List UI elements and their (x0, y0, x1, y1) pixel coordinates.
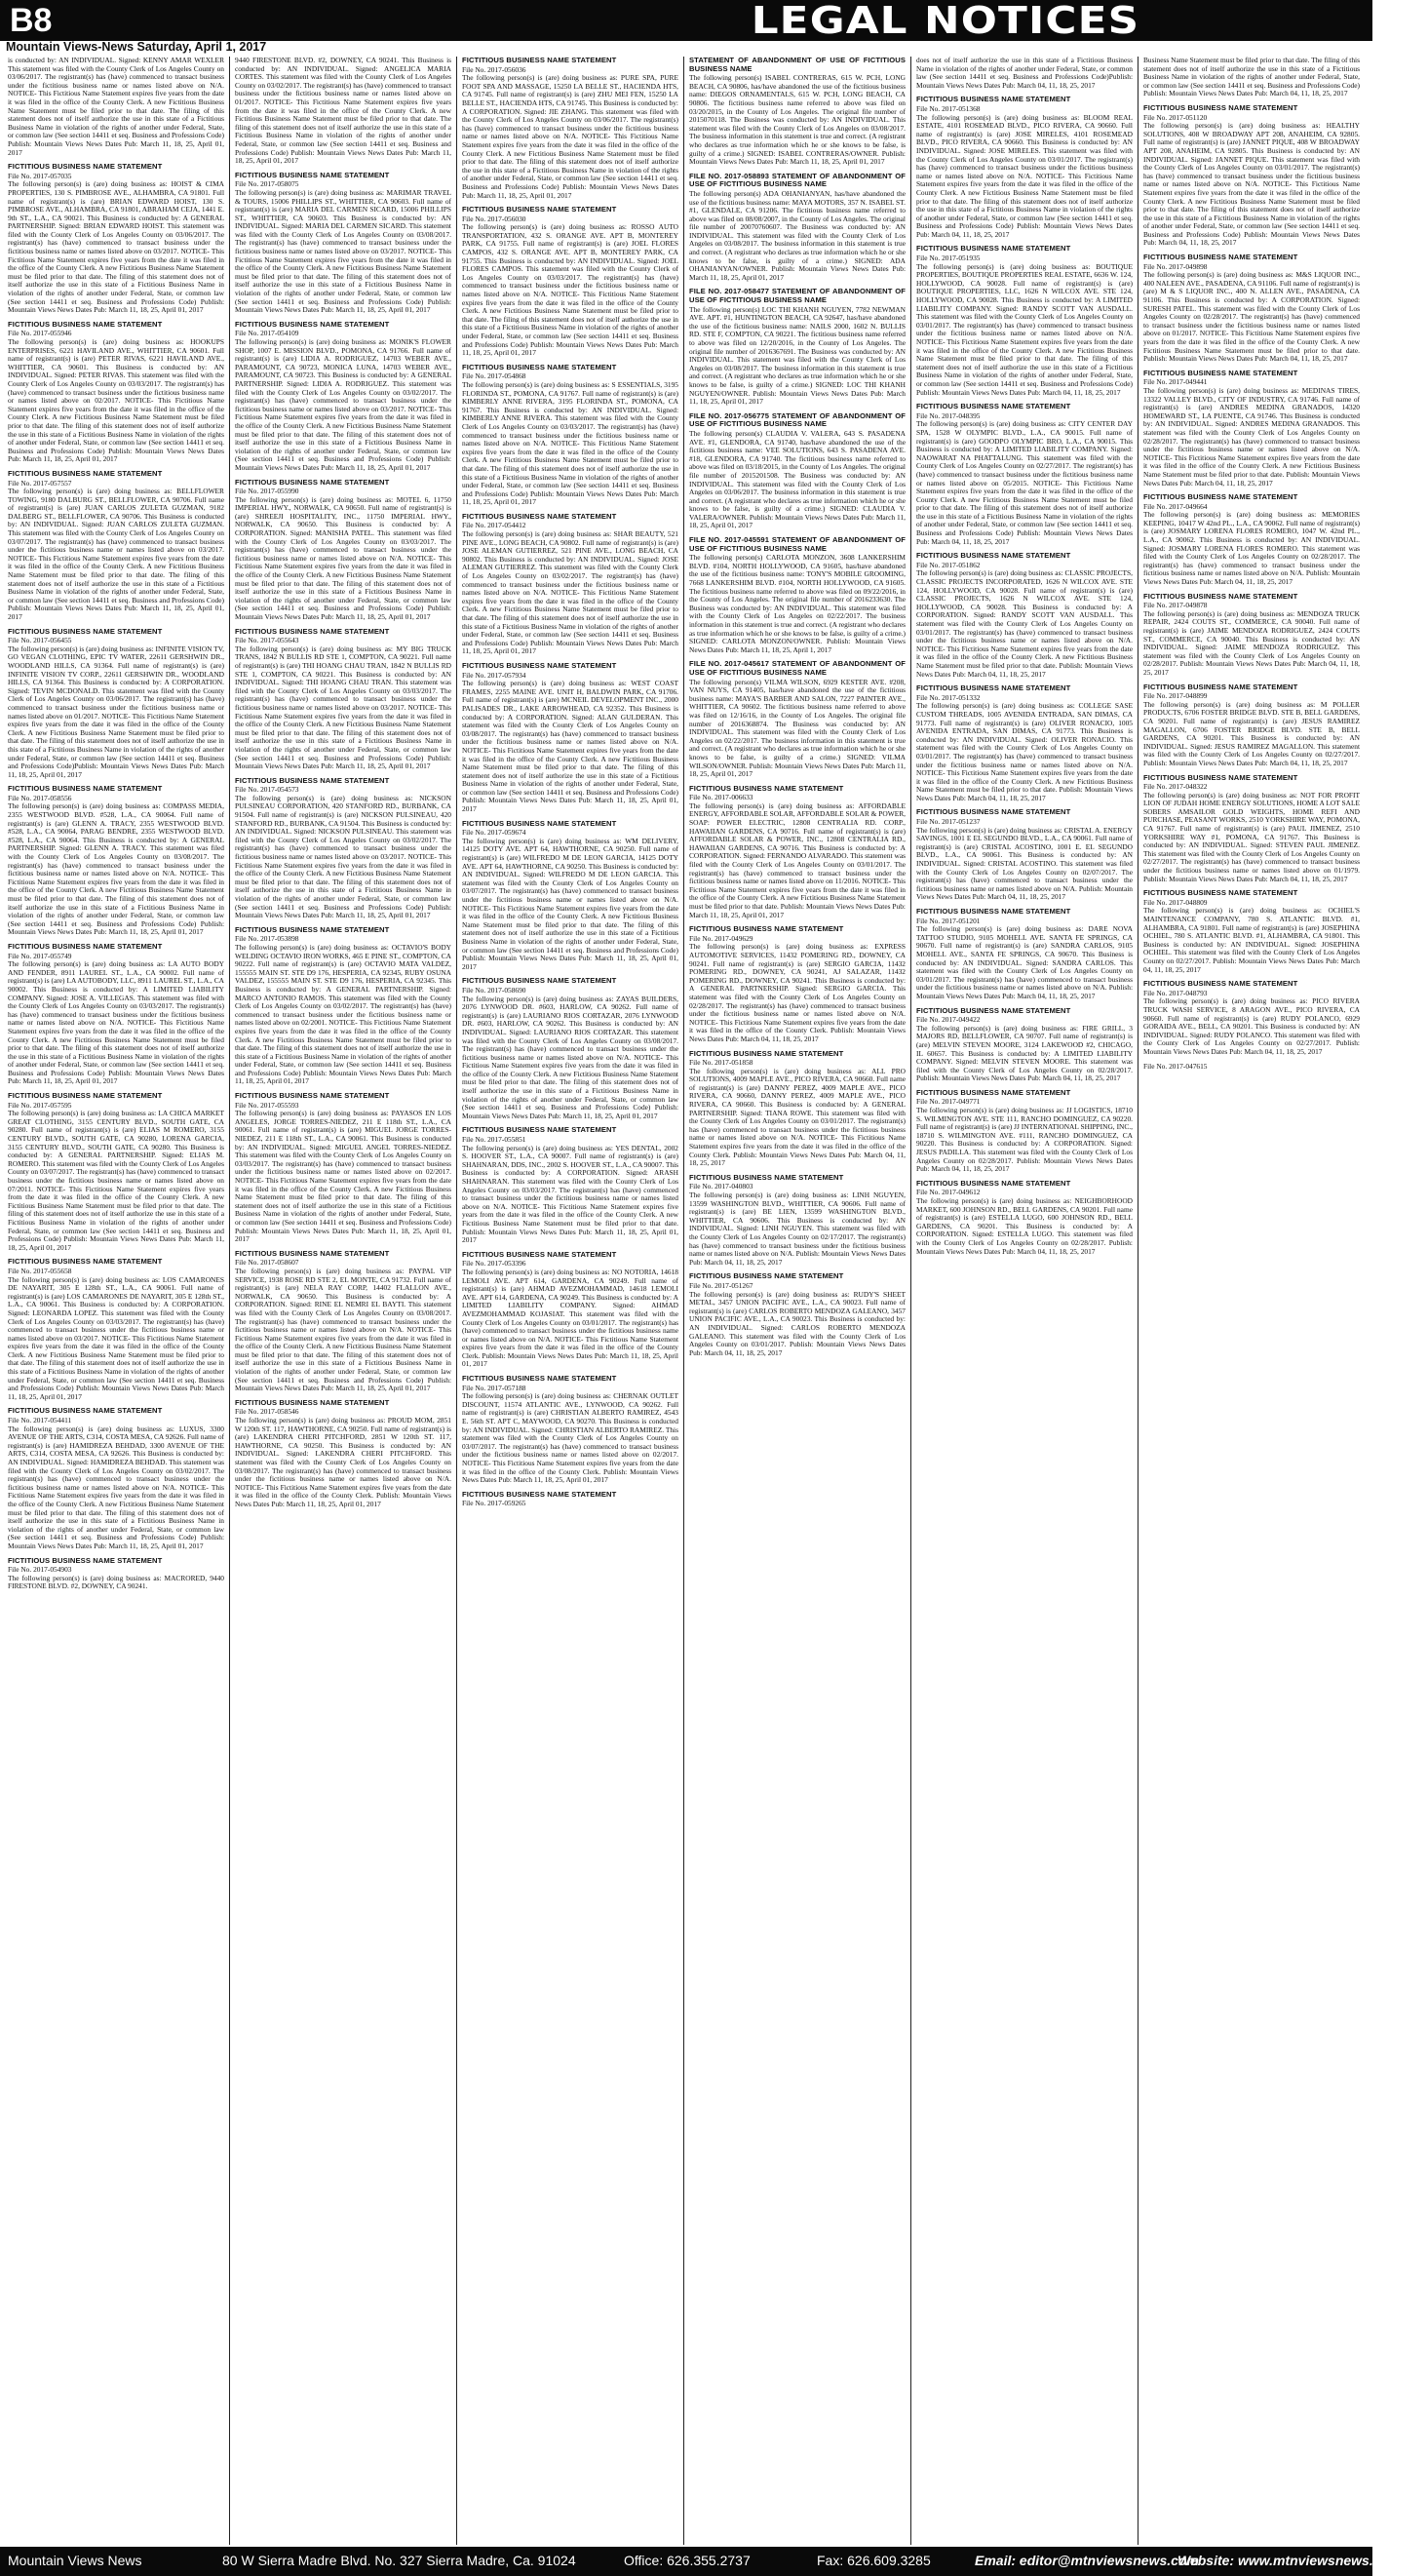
notice-title: FICTITIOUS BUSINESS NAME STATEMENT (462, 1249, 617, 1259)
column-2 (235, 57, 451, 2545)
notice-file-number: File No. 2017-058607 (235, 1258, 299, 1268)
legal-notice (8, 163, 224, 315)
notice-title: FILE NO. 2017-045591 STATEMENT OF ABANDONMENT OF USE OF FICTITIOUS BUSINESS NAME (689, 535, 906, 553)
notice-file-number: File No. 2017-057934 (462, 670, 526, 680)
page-number: B8 (10, 2, 53, 39)
legal-notice (462, 1491, 678, 1508)
legal-notice (1143, 593, 1360, 678)
notice-title: FICTITIOUS BUSINESS NAME STATEMENT (689, 1048, 844, 1058)
notice-title: FICTITIOUS BUSINESS NAME STATEMENT (235, 1091, 390, 1101)
notice-title: FICTITIOUS BUSINESS NAME STATEMENT (916, 807, 1071, 817)
footer-bar (0, 2547, 1402, 2576)
notice-body: The following person(s) is (are) doing business as: PURE SPA, PURE FOOT SPA AND MASSAGE, 15250 LA BELLE ST., HACIENDA HTS, CA 91745. Full name of registrant(s) is (are) ZHU MEI FEN, 15250 LA BELLE ST., HACIENDA HTS, CA 91745. This Business is conducted by: A CORPORATION. Signed: JIE ZHANG. This statement was filed with the County Clerk of Los Angeles County on 03/06/2017. The registrant(s) has (have) commenced to transact business under the fictitious business name or names listed above on N/A. NOTICE- This Fictitious Name Statement expires five years from the date it was filed in the office of the County Clerk. A new Fictitious Business Name Statement must be filed prior to that date. The filing of this statement does not of itself authorize the use in this state of a Fictitious Business Name in violation of the rights of another under Federal, State, or common law (See section 14411 et seq. Business and Professions Code) Publish: Mountain Views News Dates Pub: March 11, 18, 25, April 01, 2017 (462, 73, 678, 200)
notice-title: FICTITIOUS BUSINESS NAME STATEMENT (8, 1406, 163, 1416)
notice-title: STATEMENT OF ABANDONMENT OF USE OF FICTITIOUS BUSINESS NAME (689, 56, 906, 73)
notice-title: FILE NO. 2017-058477 STATEMENT OF ABANDONMENT OF USE OF FICTITIOUS BUSINESS NAME (689, 287, 906, 305)
notice-body: The following person(s) is (are) doing business as: LOS CAMARONES DE NAYARIT, 305 E 128th ST., L.A., CA 90061. Full name of registrant(s) is (are) LOS CAMARONES DE NAYARIT, 305 E 128th ST., L.A., CA 90061. This Business is conducted by: A CORPORATION. Signed: LEONARDA LOPEZ. This statement was filed with the County Clerk of Los Angeles County on 03/03/2017. The registrant(s) has (have) commenced to transact business under the fictitious business name or names listed above on 03/2017. NOTICE- This Fictitious Name Statement expires five years from the date it was filed in the office of the County Clerk. A new Fictitious Business Name Statement must be filed prior to that date. The filing of this statement does not of itself authorize the use in this state of a Fictitious Business Name in violation of the rights of another under Federal, State, or common law (See section 14411 et seq. Business and Professions Code) Publish: Mountain Views News Dates Pub: March 11, 18, 25, April 01, 2017 (8, 1274, 224, 1401)
legal-notice (689, 1272, 906, 1357)
legal-notice (1143, 683, 1360, 768)
notice-file-number: File No. 2017-059674 (462, 828, 526, 838)
notice-title: FICTITIOUS BUSINESS NAME STATEMENT (689, 783, 844, 793)
notice-body: The following person(s) is (are) doing business as: EXPRESS AUTOMOTIVE SERVICES, 11432 POMERING RD., DOWNEY, CA 90241. Full name of registrant(s) is (are) SERGIO GARCIA, 11432 POMERING RD., DOWNEY, CA 90241, AJ SALAZAR, 11432 POMERING RD., DOWNEY, CA 90241. This Business is conducted by: A GENERAL PARTNERSHIP. Signed: SERGIO GARCIA. This statement was filed with the County Clerk of Los Angeles County on 02/28/2017. The registrant(s) has (have) commenced to transact business under the fictitious business name or names listed above on N/A. NOTICE- This Fictitious Name Statement expires five years from the date it was filed in the office of the County Clerk. Publish: Mountain Views News Dates Pub: March 04, 11, 18, 25, 2017 (689, 942, 906, 1043)
legal-notice (689, 412, 906, 530)
notice-title: FICTITIOUS BUSINESS NAME STATEMENT (8, 1555, 163, 1565)
notice-file-number: File No. 2017-051120 (1143, 112, 1208, 122)
notice-title: FICTITIOUS BUSINESS NAME STATEMENT (916, 907, 1071, 916)
legal-notice (462, 1126, 678, 1244)
notice-body: The following person(s) LOC THI KHANH NGUYEN, 7782 NEWMAN AVE. APT. #1, HUNTINGTON BEACH, CA 92647, has/have abandoned the use of the fictitious business name: NAILS 2000, 1602 N. BULLIS RD. STE F, COMPTON, CA 90221. The fictitious business name referred to above was filed on 12/20/2016, in the County of Los Angeles. The original file number of 2016367691. The Business was conducted by: AN INDIVIDUAL. This statement was filed with the County Clerk of Los Angeles on 03/08/2017. The business information in this statement is true and correct. (A registrant who declares as true information which he or she knows to be false, is guilty of a crime.) SIGNED: LOC THI KHANH NGUYEN/OWNER. Publish: Mountain Views News Dates Pub: March 11, 18, 25, April 01, 2017 (689, 304, 906, 407)
footer-email[interactable]: Email: editor@mtnviewsnews.com (975, 2553, 1199, 2568)
legal-notice (462, 662, 678, 814)
notice-title: FICTITIOUS BUSINESS NAME STATEMENT (916, 683, 1071, 693)
notice-body: The following person(s) is (are) doing business as: PAYPAL VIP SERVICE, 1938 ROSE RD STE 2, EL MONTE, CA 91732. Full name of registrant(s) is (are) NELA RAY CORP, 14402 FLALLON AVE., NORWALK, CA 90650. This Business is conducted by: A CORPORATION. Signed: RINE EL NEMRI EL BAYTI. This statement was filed with the County Clerk of Los Angeles County on 03/08/2017. The registrant(s) has (have) commenced to transact business under the fictitious business name or names listed above on N/A. NOTICE- This Fictitious Name Statement expires five years from the date it was filed in the office of the County Clerk. A new Fictitious Business Name Statement must be filed prior to that date. The filing of this statement does not of itself authorize the use in this state of a Fictitious Business Name in violation of the rights of another under Federal, State, or common law (See section 14411 et seq. Business and Professions Code) Publish: Mountain Views News Dates Pub: March 11, 18, 25, April 01, 2017 (235, 1266, 451, 1393)
notice-body: The following person(s) is (are) doing business as: OCHIEL'S MAINTENANCE COMPANY, 780 S. ATLANTIC BLVD. #1, ALHAMBRA, CA 91801. Full name of registrant(s) is (are) JOSEPHINA OCHIEL, 780 S. ATLANTIC BLVD. #1, ALHAMBRA, CA 91801. This Business is conducted by: AN INDIVIDUAL. Signed: JOSEPHINA OCHIEL. This statement was filed with the County Clerk of Los Angeles County on 02/27/2017. Publish: Mountain Views News Dates Pub: March 04, 11, 18, 25, 2017 (1143, 906, 1360, 974)
notice-file-number: File No. 2017-051237 (916, 817, 981, 827)
masthead (0, 0, 1372, 55)
notice-file-number: File No. 2017-053898 (235, 934, 299, 944)
legal-notice (1143, 254, 1360, 364)
notice-file-number: File No. 2017-057595 (8, 1100, 72, 1110)
legal-notice (462, 977, 678, 1120)
notice-body: The following person(s) is (are) doing business as: M&S LIQUOR INC., 400 NALEEN AVE., PASADENA, CA 91106. Full name of registrant(s) is (are) M & S LIQUOR INC., 400 N. ALLEN AVE., PASADENA, CA 91106. This Business is conducted by: A CORPORATION. Signed: SURESH PATEL. This statement was filed with the County Clerk of Los Angeles County on 02/28/2017. The registrant(s) has (have) commenced to transact business under the fictitious business name or names listed above on 01/2017. NOTICE- This Fictitious Name Statement expires five years from the date it was filed in the office of the County Clerk. A new Fictitious Business Name Statement must be filed prior to that date. Publish: Mountain Views News Dates Pub: March 04, 11, 18, 25, 2017 (1143, 270, 1360, 364)
notice-title: FICTITIOUS BUSINESS NAME STATEMENT (235, 626, 390, 636)
notice-title: FICTITIOUS BUSINESS NAME STATEMENT (916, 1005, 1071, 1015)
notice-body: The following person(s) is (are) doing business as: PAYASOS EN LOS ANGELES, JORGE TORRES-NIEDEZ, 211 E 118th ST., L.A., CA 90061. Full name of registrant(s) is (are) MIGUEL JORGE TORRES-NIEDEZ, 211 E 118th ST., L.A., CA 90061. This Business is conducted by: AN INDIVIDUAL. Signed: MIGUEL ANGEL TORRES-NIEDEZ. This statement was filed with the County Clerk of Los Angeles County on 03/03/2017. The registrant(s) has (have) commenced to transact business under the fictitious business name or names listed above on 02/2017. NOTICE- This Fictitious Name Statement expires five years from the date it was filed in the office of the County Clerk. A new Fictitious Business Name Statement must be filed prior to that date. The filing of this statement does not of itself authorize the use in this state of a Fictitious Business Name in violation of the rights of another under Federal, State, or common law (See section 14411 et seq. Business and Professions Code) Publish: Mountain Views News Dates Pub: March 11, 18, 25, April 01, 2017 (235, 1109, 451, 1244)
notice-title: FICTITIOUS BUSINESS NAME STATEMENT (916, 1178, 1071, 1188)
notice-body: The following person(s) VILMA WILSON, 6929 KESTER AVE. #208, VAN NUYS, CA 91405, has/have abandoned the use of the fictitious business name: MAYA'S BARBER AND SALON, 7227 PAINTER AVE., WHITTIER, CA 90602. The fictitious business name referred to above was filed on 12/16/16, in the County of Los Angeles. The original file number of 2016368874. The Business was conducted by: AN INDIVIDUAL. This statement was filed with the County Clerk of Los Angeles on 02/22/2017. The business information in this statement is true and correct. (A registrant who declares as true information which he or she knows to be false, is guilty of a crime.) SIGNED: VILMA WILSON/OWNER. Publish: Mountain Views News Dates Pub: March 11, 18, 25, April 01, 2017 (689, 677, 906, 779)
notice-title: FILE NO. 2017-056775 STATEMENT OF ABANDONMENT OF USE OF FICTITIOUS BUSINESS NAME (689, 410, 906, 429)
column-rule (1138, 57, 1139, 2545)
notice-body: The following person(s) is (are) doing business as: INFINITE VISION TV, GO VEGAN CLOTHING, EPIC TV WATER, 22611 GERSHWIN DR., WOODLAND HILLS, CA 91364. Full name of registrant(s) is (are) INFINITE VISION TV CORP., 22611 GERSHWIN DR., WOODLAND HILLS, CA 91364. This Business is conducted by: A CORPORATION. Signed: TEVIN MCDONALD. This statement was filed with the County Clerk of Los Angeles County on 03/06/2017. The registrant(s) has (have) commenced to transact business under the fictitious business name or names listed above on 01/2017. NOTICE- This Fictitious Name Statement expires five years from the date it was filed in the office of the County Clerk. A new Fictitious Business Name Statement must be filed prior to that date. The filing of this statement does not of itself authorize the use in this state of a Fictitious Business Name in violation of the rights of another under Federal, State, or common law (See section 14411 et seq. Business and Professions Code)Publish: Mountain Views News Dates Pub: March 11, 18, 25, April 01, 2017 (8, 644, 224, 779)
legal-notice (235, 57, 451, 166)
notice-body: The following person(s) is (are) doing business as: BLOOM REAL ESTATE, 4101 ROSEMEAD BLVD., PICO RIVERA, CA 90660. Full name of registrant(s) is (are) JOSE MIRELES, 4101 ROSEMEAD BLVD., PICO RIVERA, CA 90660. This Business is conducted by: AN INDIVIDUAL. Signed: JOSE MIRELES. This statement was filed with the County Clerk of Los Angeles County on 03/01/2017. The registrant(s) has (have) commenced to transact business under the fictitious business name or names listed above on N/A. NOTICE- This Fictitious Name Statement expires five years from the date it was filed in the office of the County Clerk. A new Fictitious Business Name Statement must be filed prior to that date. The filing of this statement does not of itself authorize the use in this state of a Fictitious Business Name in violation of the rights of another under Federal, State, or common law (See section 14411 et seq. Business and Professions Code) Publish: Mountain Views News Dates Pub: March 04, 11, 18, 25, 2017 (916, 112, 1133, 239)
legal-notice (235, 321, 451, 473)
legal-notice (1143, 889, 1360, 974)
notice-body: The following person(s) is (are) doing business as: LUXUS, 3300 AVENUE OF THE ARTS, C314, COSTA MESA, CA 92626. Full name of registrant(s) is (are) HAMIDREZA BEHDAD, 3300 AVENUE OF THE ARTS, C314, COSTA MESA, CA 92626. This Business is conducted by: AN INDIVIDUAL. Signed: HAMIDREZA BEHDAD. This statement was filed with the County Clerk of Los Angeles County on 03/02/2017. The registrant(s) has (have) commenced to transact business under the fictitious business name or names listed above on N/A. NOTICE- This Fictitious Name Statement expires five years from the date it was filed in the office of the County Clerk. A new Fictitious Business Name Statement must be filed prior to that date. The filing of this statement does not of itself authorize the use in this state of a Fictitious Business Name in violation of the rights of another under Federal, State, or common law (See section 14411 et seq. Business and Professions Code) Publish: Mountain Views News Dates Pub: March 11, 18, 25, April 01, 2017 (8, 1424, 224, 1550)
notice-title: FILE NO. 2017-045617 STATEMENT OF ABANDONMENT OF USE OF FICTITIOUS BUSINESS NAME (689, 659, 906, 677)
notice-title: FICTITIOUS BUSINESS NAME STATEMENT (1143, 253, 1298, 262)
legal-notice (916, 908, 1133, 1001)
notice-file-number: File No. 2017-058556 (8, 793, 72, 802)
notice-body: The following person(s) is (are) doing business as: MEDINAS TIRES, 13322 VALLEY BLVD., CITY OF INDUSTRY, CA 91746. Full name of registrant(s) is (are) ANDRES MEDINA GRANADOS, 14320 HOMEWARD ST., LA PUENTE, CA 91746. This Business is conducted by: AN INDIVIDUAL. Signed: ANDRES MEDINA GRANADOS. This statement was filed with the County Clerk of Los Angeles County on 02/28/2017. The registrant(s) has (have) commenced to transact business under the fictitious business name or names listed above on N/A. NOTICE- This Fictitious Name Statement expires five years from the date it was filed in the office of the County Clerk. A new Fictitious Business Name Statement must be filed prior to that date. Publish: Mountain Views News Dates Pub: March 04, 11, 18, 25, 2017 (1143, 385, 1360, 488)
notice-title: FICTITIOUS BUSINESS NAME STATEMENT (462, 1125, 617, 1135)
notice-file-number: File No. 2017-054411 (8, 1416, 72, 1425)
notice-file-number: File No. 2017-049878 (1143, 601, 1208, 610)
notice-body: The following person(s) CARLOTA MONZON, 3608 LANKERSHIM BLVD. #104, NORTH HOLLYWOOD, CA 91605, has/have abandoned the use of the fictitious business name: TONY'S MOBILE GROOMING, 7668 LANKERSHIM BLVD. #104, NORTH HOLLYWOOD, CA 91605. The fictitious business name referred to above was filed on 09/22/2016, in the County of Los Angeles. The original file number of 2016233630. The Business was conducted by: AN INDIVIDUAL. This statement was filed with the County Clerk of Los Angeles on 02/22/2017. The business information in this statement is true and correct. (A registrant who declares as true information which he or she knows to be false, is guilty of a crime.) SIGNED: CARLOTA MONZON/OWNER. Publish: Mountain Views News Dates Pub: March 11, 18, 25, April 1, 2017 (689, 553, 906, 654)
legal-notice (916, 552, 1133, 679)
notice-body: The following person(s) is (are) doing business as: WM DELIVERY, 14125 DOTY AVE. APT 64, HAWTHORNE, CA 90250. Full name of registrant(s) is (are) WILFREDO M DE LEON GARCIA, 14125 DOTY AVE. APT 64, HAWTHORNE, CA 90250. This Business is conducted by: AN INDIVIDUAL. Signed: WILFREDO M DE LEON GARCIA. This statement was filed with the County Clerk of Los Angeles County on 03/07/2017. The registrant(s) has (have) commenced to transact business under the fictitious business name or names listed above on N/A. NOTICE- This Fictitious Name Statement expires five years from the date it was filed in the office of the County Clerk. A new Fictitious Business Name Statement must be filed prior to that date. The filing of this statement does not of itself authorize the use in this state of a Fictitious Business Name in violation of the rights of another under Federal, State, or common law (See section 14411 et seq. Business and Professions Code) Publish: Mountain Views News Dates Pub: March 11, 18, 25, April 01, 2017 (462, 836, 678, 971)
notice-file-number: File No. 2017-051201 (916, 916, 981, 925)
legal-notice (1143, 57, 1360, 98)
notice-file-number: File No. 2017-006633 (689, 793, 753, 802)
notice-body: 9440 FIRESTONE BLVD. #2, DOWNEY, CA 90241. This Business is conducted by: AN INDIVIDUAL. Signed: ANGELICA MARIA CORTES. This statement was filed with the County Clerk of Los Angeles County on 03/02/2017. The registrant(s) has (have) commenced to transact business under the fictitious business name or names listed above on 01/2017. NOTICE- This Fictitious Name Statement expires five years from the date it was filed in the office of the County Clerk. A new Fictitious Business Name Statement must be filed prior to that date. The filing of this statement does not of itself authorize the use in this state of a Fictitious Business Name in violation of the rights of another under Federal, State, or common law (See section 14411 et seq. Business and Professions Code) Publish: Mountain Views News Dates Pub: March 11, 18, 25, April 01, 2017 (235, 56, 451, 166)
notice-title: FICTITIOUS BUSINESS NAME STATEMENT (916, 244, 1071, 254)
legal-notice (689, 925, 906, 1043)
notice-body: The following person(s) is (are) doing business as: RUDY'S SHEET METAL, 3457 UNION PACIFIC AVE., L.A., CA 90023. Full name of registrant(s) is (are) CARLOS ROBERTO MENDOZA GALEANO, 3457 UNION PACIFIC AVE., L.A., CA 90023. This Business is conducted by: AN INDIVIDUAL. Signed: CARLOS ROBERTO MENDOZA GALEANO. This statement was filed with the County Clerk of Los Angeles County on 03/01/2017. Publish: Mountain Views News Dates Pub: March 04, 11, 18, 25, 2017 (689, 1289, 906, 1357)
notice-body: Business Name Statement must be filed prior to that date. The filing of this statement does not of itself authorize the use in this state of a Fictitious Business Name in violation of the rights of another under Federal, State, or common law (See section 14411 et seq. Business and Professions Code) Publish: Mountain Views News Dates Pub: March 04, 11, 18, 25, 2017 (1143, 56, 1360, 98)
notice-file-number: File No. 2017-047615 (1143, 1061, 1208, 1071)
notice-file-number: File No. 2017-055593 (235, 1100, 299, 1110)
legal-notice (462, 364, 678, 507)
notice-title: FICTITIOUS BUSINESS NAME STATEMENT (8, 1091, 163, 1101)
notice-title: FICTITIOUS BUSINESS NAME STATEMENT (462, 511, 617, 521)
legal-notice (689, 288, 906, 406)
column-6 (1143, 57, 1360, 2545)
notice-file-number: File No. 2017-056036 (462, 64, 526, 74)
notice-body: The following person(s) is (are) doing business as: LA CHICA MARKET GREAT CLOTHING, 3155 CENTURY BLVD., SOUTH GATE, CA 90280. Full name of registrant(s) is (are) ELIAS M ROMERO, 3155 CENTURY BLVD., SOUTH GATE, CA 90280, LORENA GARCIA, 3155 CENTURY BLVD., SOUTH GATE, CA 90280. This Business is conducted by: A GENERAL PARTNERSHIP. Signed: ELIAS M. ROMERO. This statement was filed with the County Clerk of Los Angeles County on 03/07/2017. The registrant(s) has (have) commenced to transact business under the fictitious business name or names listed above on 07/2011. NOTICE- This Fictitious Name Statement expires five years from the date it was filed in the office of the County Clerk. A new Fictitious Business Name Statement must be filed prior to that date. The filing of this statement does not of itself authorize the use in this state of a Fictitious Business Name in violation of the rights of another under Federal, State, or common law (See section 14411 et seq. Business and Professions Code) Publish: Mountain Views News Dates Pub: March 11, 18, 25, April 01, 2017 (8, 1109, 224, 1252)
notice-file-number: File No. 2017-058075 (235, 179, 299, 189)
notice-title: FICTITIOUS BUSINESS NAME STATEMENT (1143, 888, 1298, 898)
legal-notice (8, 1557, 224, 1591)
legal-notice (1143, 980, 1360, 1056)
notice-title: FICTITIOUS BUSINESS NAME STATEMENT (462, 660, 617, 670)
notice-title: FICTITIOUS BUSINESS NAME STATEMENT (8, 1257, 163, 1267)
notice-title: FICTITIOUS BUSINESS NAME STATEMENT (235, 775, 390, 785)
legal-notice (235, 926, 451, 1086)
notice-body: The following person(s) is (are) doing business as: S ESSENTIALS, 3195 FLORINDA ST., POMONA, CA 91767. Full name of registrant(s) is (are) KIMBERLY ANNE RIVERA, 3195 FLORINDA ST., POMONA, CA 91767. This Business is conducted by: AN INDIVIDUAL. Signed: KIMBERLY ANNE RIVERA. This statement was filed with the County Clerk of Los Angeles County on 03/03/2017. The registrant(s) has (have) commenced to transact business under the fictitious business name or names listed above on N/A. NOTICE- This Fictitious Name Statement expires five years from the date it was filed in the office of the County Clerk. A new Fictitious Business Name Statement must be filed prior to that date. The filing of this statement does not of itself authorize the use in this state of a Fictitious Business Name in violation of the rights of another under Federal, State, or common law (See section 14411 et seq. Business and Professions Code) Publish: Mountain Views News Dates Pub: March 11, 18, 25, April 01, 2017 (462, 379, 678, 507)
notice-title: FILE NO. 2017-058893 STATEMENT OF ABANDONMENT OF USE OF FICTITIOUS BUSINESS NAME (689, 171, 906, 189)
legal-notice (689, 1050, 906, 1168)
notice-title: FICTITIOUS BUSINESS NAME STATEMENT (8, 162, 163, 172)
notice-file-number: File No. 2017-055990 (235, 487, 299, 496)
legal-notice (8, 943, 224, 1086)
notice-title: FICTITIOUS BUSINESS NAME STATEMENT (235, 319, 390, 329)
legal-notice (8, 628, 224, 780)
legal-notice (916, 1007, 1133, 1083)
notice-title: FICTITIOUS BUSINESS NAME STATEMENT (235, 1397, 390, 1407)
notice-file-number: File No. 2017-055851 (462, 1135, 526, 1145)
notice-title: FICTITIOUS BUSINESS NAME STATEMENT (916, 1087, 1071, 1097)
notice-body: The following person(s) is (are) doing business as: SHAR BEAUTY, 521 PINE AVE., LONG BEACH, CA 90802. Full name of registrant(s) is (are) JOSE ALEMAN GUTIERREZ, 521 PINE AVE., LONG BEACH, CA 90802. This Business is conducted by: AN INDIVIDUAL. Signed: JOSE ALEMAN GUTIERREZ. This statement was filed with the County Clerk of Los Angeles County on 03/02/2017. The registrant(s) has (have) commenced to transact business under the fictitious business name or names listed above on N/A. NOTICE- This Fictitious Name Statement expires five years from the date it was filed in the office of the County Clerk. A new Fictitious Business Name Statement must be filed prior to that date. The filing of this statement does not of itself authorize the use in this state of a Fictitious Business Name in violation of the rights of another under Federal, State, or common law (See section 14411 et seq. Business and Professions Code) Publish: Mountain Views News Dates Pub: March 11, 18, 25, April 01, 2017 (462, 529, 678, 656)
legal-notice (916, 1089, 1133, 1174)
notice-body: The following person(s) is (are) doing business as: CHERNAK OUTLET DISCOUNT, 11574 ATLANTIC AVE., LYNWOOD, CA 90262. Full name of registrant(s) is (are) CHRISTIAN ALBERTO RAMIREZ, 4543 E. 56th ST. APT C, MAYWOOD, CA 90270. This Business is conducted by: AN INDIVIDUAL. Signed: CHRISTIAN ALBERTO RAMIREZ. This statement was filed with the County Clerk of Los Angeles County on 03/07/2017. The registrant(s) has (have) commenced to transact business under the fictitious business name or names listed above on 02/2017. NOTICE- This Fictitious Name Statement expires five years from the date it was filed in the office of the County Clerk. Publish: Mountain Views News Dates Pub: March 11, 18, 25, April 01, 2017 (462, 1391, 678, 1485)
notice-title: FICTITIOUS BUSINESS NAME STATEMENT (1143, 979, 1298, 989)
footer-publication: Mountain Views News (8, 2553, 142, 2568)
notice-title: FICTITIOUS BUSINESS NAME STATEMENT (689, 1271, 844, 1281)
column-rule (910, 57, 911, 2545)
notice-body: The following person(s) is (are) doing business as: NICKSON PULSINEAU CORPORATION, 420 STANFORD RD., BURBANK, CA 91504. Full name of registrant(s) is (are) NICKSON PULSINEAU, 420 STANFORD RD., BURBANK, CA 91504. This Business is conducted by: AN INDIVIDUAL. Signed: NICKSON PULSINEAU. This statement was filed with the County Clerk of Los Angeles County on 03/02/2017. The registrant(s) has (have) commenced to transact business under the fictitious business name or names listed above on 03/2017. NOTICE- This Fictitious Name Statement expires five years from the date it was filed in the office of the County Clerk. A new Fictitious Business Name Statement must be filed prior to that date. The filing of this statement does not of itself authorize the use in this state of a Fictitious Business Name in violation of the rights of another under Federal, State, or common law (See section 14411 et seq. Business and Professions Code) Publish: Mountain Views News Dates Pub: March 11, 18, 25, April 01, 2017 (235, 793, 451, 920)
legal-notice (8, 1258, 224, 1401)
footer-address: 80 W Sierra Madre Blvd. No. 327 Sierra Madre, Ca. 91024 (222, 2553, 576, 2568)
footer-website[interactable]: Website: www.mtnviewsnews.com (1177, 2553, 1402, 2568)
footer-office-phone: Office: 626.355.2737 (624, 2553, 751, 2568)
notice-file-number: File No. 2017-051368 (916, 103, 981, 113)
legal-notice (916, 245, 1133, 397)
notice-title: FICTITIOUS BUSINESS NAME STATEMENT (1143, 102, 1298, 112)
notice-title: FICTITIOUS BUSINESS NAME STATEMENT (235, 924, 390, 934)
legal-notice (8, 321, 224, 464)
notice-title: FICTITIOUS BUSINESS NAME STATEMENT (235, 1248, 390, 1258)
legal-notice (1143, 774, 1360, 884)
notice-title: FICTITIOUS BUSINESS NAME STATEMENT (462, 976, 617, 986)
legal-notice (916, 1180, 1133, 1256)
notice-body: The following person(s) ISABEL CONTRERAS, 615 W. PCH, LONG BEACH, CA 90806, has/have abandoned the use of the fictitious business name: DIEGOS ORNAMENTALS, 615 W. PCH, LONG BEACH, CA 90806. The fictitious business name referred to above was filed on 03/20/2015, in the County of Los Angeles. The original file number of 2015070118. The Business was conducted by: AN INDIVIDUAL. This statement was filed with the County Clerk of Los Angeles on 03/08/2017. The business information in this statement is true and correct. (A registrant who declares as true information which he or she knows to be false, is guilty of a crime.) SIGNED: ISABEL CONTRERAS/OWNER. Publish: Mountain Views News Dates Pub: March 11, 18, 25, April 01, 2017 (689, 73, 906, 167)
notice-file-number: File No. 2017-055749 (8, 951, 72, 960)
notice-title: FICTITIOUS BUSINESS NAME STATEMENT (8, 941, 163, 951)
notice-body: The following person(s) is (are) doing business as: ROSSO AUTO TRANSPORTATION, 432 S. ORANGE AVE. APT B, MONTEREY PARK, CA 91755. Full name of registrant(s) is (are) JOEL FLORES CAMPOS, 432 S. ORANGE AVE. APT B, MONTEREY PARK, CA 91755. This Business is conducted by: AN INDIVIDUAL. Signed: JOEL FLORES CAMPOS. This statement was filed with the County Clerk of Los Angeles County on 03/03/2017. The registrant(s) has (have) commenced to transact business under the fictitious business name or names listed above on N/A. NOTICE- This Fictitious Name Statement expires five years from the date it was filed in the office of the County Clerk. A new Fictitious Business Name Statement must be filed prior to that date. The filing of this statement does not of itself authorize the use in this state of a Fictitious Business Name in violation of the rights of another under Federal, State, or common law (See section 14411 et seq. Business and Professions Code) Publish: Mountain Views News Dates Pub: March 11, 18, 25, April 01, 2017 (462, 222, 678, 358)
notice-title: FICTITIOUS BUSINESS NAME STATEMENT (916, 95, 1071, 104)
notice-file-number: File No. 2017-054573 (235, 785, 299, 795)
notice-body: The following person(s) is (are) doing business as: CRISTAL A. ENERGY SAVINGS, 1001 E EL SEGUNDO BLVD., L.A., CA 90061. Full name of registrant(s) is (are) CRISTAL ACOSTINO, 1001 E. EL SEGUNDO BLVD., L.A., CA 90061. This Business is conducted by: AN INDIVIDUAL. Signed: CRISTAL ACOSTINO. This statement was filed with the County Clerk of Los Angeles County on 02/07/2017. The registrant(s) has (have) commenced to transact business under the fictitious business name or names listed above on N/A. Publish: Mountain Views News Dates Pub: March 04, 11, 18, 25, 2017 (916, 825, 1133, 902)
notice-file-number: File No. 2017-055658 (8, 1266, 72, 1275)
notice-body: The following person(s) is (are) doing business as: HOOKUPS ENTERPRISES, 6221 HAVILAND AVE., WHITTIER, CA 90601. Full name of registrant(s) is (are) PETER RIVAS, 6221 HAVILAND AVE., WHITTIER, CA 90601. This Business is conducted by: AN INDIVIDUAL. Signed: PETER RIVAS. This statement was filed with the County Clerk of Los Angeles County on 03/03/2017. The registrant(s) has (have) commenced to transact business under the fictitious business name or names listed above on 02/2017. NOTICE- This Fictitious Name Statement expires five years from the date it was filed in the office of the County Clerk. A new Fictitious Business Name Statement must be filed prior to that date. The filing of this statement does not of itself authorize the use in this state of a Fictitious Business Name in violation of the rights of another under Federal, State, or common law (See section 14411 et seq. Business and Professions Code) Publish: Mountain Views News Dates Pub: March 11, 18, 25, April 01, 2017 (8, 337, 224, 464)
notice-columns (8, 57, 1365, 2545)
legal-notice (8, 1407, 224, 1550)
notice-body: The following person(s) is (are) doing business as: WEST COAST FRAMES, 2255 MAINE AVE. UNIT H, BALDWIN PARK, CA 91706. Full name of registrant(s) is (are) MCNEIL DEVELOPMENT INC., 2000 PALISADES DR., LAKE ARROWHEAD, CA 92352. This Business is conducted by: A CORPORATION. Signed: ALAN GULDERAN. This statement was filed with the County Clerk of Los Angeles County on 03/08/2017. The registrant(s) has (have) commenced to transact business under the fictitious business name or names listed above on N/A. NOTICE- This Fictitious Name Statement expires five years from the date it was filed in the office of the County Clerk. A new Fictitious Business Name Statement must be filed prior to that date. The filing of this statement does not of itself authorize the use in this state of a Fictitious Business Name in violation of the rights of another under Federal, State, or common law (See section 14411 et seq. Business and Professions Code) Publish: Mountain Views News Dates Pub: March 11, 18, 25, April 01, 2017 (462, 679, 678, 814)
notice-title: FICTITIOUS BUSINESS NAME STATEMENT (1143, 368, 1298, 377)
legal-notice (1143, 493, 1360, 587)
notice-body: The following person(s) is (are) doing business as: MY BIG TRUCK TRANS, 1842 N BULLIS RD STE 1, COMPTON, CA 90221. Full name of registrant(s) is (are) THI HOANG CHAU TRAN, 1842 N BULLIS RD STE 1, COMPTON, CA 90221. This Business is conducted by: AN INDIVIDUAL. Signed: THI HOANG CHAU TRAN. This statement was filed with the County Clerk of Los Angeles County on 03/03/2017. The registrant(s) has (have) commenced to transact business under the fictitious business name or names listed above on 03/2017. NOTICE- This Fictitious Name Statement expires five years from the date it was filed in the office of the County Clerk. A new Fictitious Business Name Statement must be filed prior to that date. The filing of this statement does not of itself authorize the use in this state of a Fictitious Business Name in violation of the rights of another under Federal, State, or common law (See section 14411 et seq. Business and Professions Code) Publish: Mountain Views News Dates Pub: March 11, 18, 25, April 01, 2017 (235, 644, 451, 771)
notice-file-number: File No. 2017-049422 (916, 1015, 981, 1025)
notice-body: The following person(s) is (are) doing business as: BELLFLOWER TOWING, 9180 DALBURG ST., BELLFLOWER, CA 90706. Full name of registrant(s) is (are) JUAN CARLOS ZULETA GUZMAN, 9182 DALBERG ST., BELLFLOWER, CA 90706. This Business is conducted by: AN INDIVIDUAL. Signed: JUAN CARLOS ZULETA GUZMAN. This statement was filed with the County Clerk of Los Angeles County on 03/07/2017. The registrant(s) has (have) commenced to transact business under the fictitious business name or names listed above on 03/2017. NOTICE- This Fictitious Name Statement expires five years from the date it was filed in the office of the County Clerk. A new Fictitious Business Name Statement must be filed prior to that date. The filing of this statement does not of itself authorize the use in this state of a Fictitious Business Name in violation of the rights of another under Federal, State, or common law (See section 14411 et seq. Business and Professions Code) Publish: Mountain Views News Dates Pub: March 11, 18, 25, April 01, 2017 (8, 487, 224, 621)
notice-file-number: File No. 2017-051332 (916, 692, 981, 702)
notice-file-number: File No. 2017-057188 (462, 1383, 526, 1392)
notice-body: The following person(s) is (are) doing business as: MONIK'S FLOWER SHOP, 1007 E. MISSION BLVD., POMONA, CA 91766. Full name of registrant(s) is (are) LIDIA A. RODRIGUEZ, 14703 WEBER AVE., PARAMOUNT, CA 90723, MONICA LUNA, 14703 WEBER AVE., PARAMOUNT, CA 90723. This Business is conducted by: A GENERAL PARTNERSHIP. Signed: LIDIA A. RODRIGUEZ. This statement was filed with the County Clerk of Los Angeles County on 03/02/2017. The registrant(s) has (have) commenced to transact business under the fictitious business name or names listed above on 03/2017. NOTICE- This Fictitious Name Statement expires five years from the date it was filed in the office of the County Clerk. A new Fictitious Business Name Statement must be filed prior to that date. The filing of this statement does not of itself authorize the use in this state of a Fictitious Business Name in violation of the rights of another under Federal, State, or common law (See section 14411 et seq. Business and Professions Code) Publish: Mountain Views News Dates Pub: March 11, 18, 25, April 01, 2017 (235, 337, 451, 472)
notice-file-number: File No. 2017-048809 (1143, 897, 1208, 907)
notice-body: The following person(s) is (are) doing business as: MARIMAR TRAVEL & TOURS, 15006 PHILLIPS ST., WHITTIER, CA 90603. Full name of registrant(s) is (are) MARIA DEL CARMEN SICARD, 15006 PHILLIPS ST., WHITTIER, CA 90603. This Business is conducted by: AN INDIVIDUAL. Signed: MARIA DEL CARMEN SICARD. This statement was filed with the County Clerk of Los Angeles County on 03/08/2017. The registrant(s) has (have) commenced to transact business under the fictitious business name or names listed above on 03/2017. NOTICE- This Fictitious Name Statement expires five years from the date it was filed in the office of the County Clerk. A new Fictitious Business Name Statement must be filed prior to that date. The filing of this statement does not of itself authorize the use in this state of a Fictitious Business Name in violation of the rights of another under Federal, State, or common law (See section 14411 et seq. Business and Professions Code) Publish: Mountain Views News Dates Pub: March 11, 18, 25, April 01, 2017 (235, 187, 451, 315)
notice-file-number: File No. 2017-048793 (1143, 988, 1208, 997)
notice-body: The following person(s) is (are) doing business as: HEALTHY SOLUTIONS, 408 W BROADWAY APT 208, ANAHEIM, CA 92805. Full name of registrant(s) is (are) JANNET PIQUE, 408 W BROADWAY APT 208, ANAHEIM, CA 92805. This Business is conducted by: AN INDIVIDUAL. Signed: JANNET PIQUE. This statement was filed with the County Clerk of Los Angeles County on 03/01/2017. The registrant(s) has (have) commenced to transact business under the fictitious business name or names listed above on N/A. NOTICE- This Fictitious Name Statement expires five years from the date it was filed in the office of the County Clerk. A new Fictitious Business Name Statement must be filed prior to that date. The filing of this statement does not of itself authorize the use in this state of a Fictitious Business Name in violation of the rights of another under Federal, State, or common law (See section 14411 et seq. Business and Professions Code) Publish: Mountain Views News Dates Pub: March 04, 11, 18, 25, 2017 (1143, 121, 1360, 248)
notice-file-number: File No. 2017-058546 (235, 1407, 299, 1417)
notice-file-number: File No. 2017-058690 (462, 985, 526, 995)
legal-notice (462, 1251, 678, 1369)
legal-notice (916, 57, 1133, 90)
notice-file-number: File No. 2017-051862 (916, 560, 981, 569)
column-4 (689, 57, 906, 2545)
legal-notice (916, 403, 1133, 546)
legal-notice (462, 513, 678, 656)
legal-notice (8, 785, 224, 937)
legal-notice (689, 536, 906, 654)
notice-body: The following person(s) is (are) doing business as: ALL PRO SOLUTIONS, 4009 MAPLE AVE., PICO RIVERA, CA 90660. Full name of registrant(s) is (are) DANNY PEREZ, 4009 MAPLE AVE., PICO RIVERA, CA 90660, DANNY PEREZ, 4009 MAPLE AVE., PICO RIVERA, CA 90660. This Business is conducted by: A GENERAL PARTNERSHIP. Signed: TIANA ROWE. This statement was filed with the County Clerk of Los Angeles County on 03/01/2017. The registrant(s) has (have) commenced to transact business under the fictitious business name or names listed above on N/A. NOTICE- This Fictitious Name Statement expires five years from the date it was filed in the office of the County Clerk. Publish: Mountain Views News Dates Pub: March 04, 11, 18, 25, 2017 (689, 1066, 906, 1168)
notice-body: The following person(s) is (are) doing business as: LA AUTO BODY AND FENDER, 8911 LAUREL ST., L.A., CA 90002. Full name of registrant(s) is (are) LA AUTOBODY, LLC, 8911 LAUREL ST., L.A., CA 90002. This Business is conducted by: A LIMITED LIABILITY COMPANY. Signed: JOSE A. VILLEGAS. This statement was filed with the County Clerk of Los Angeles County on 03/03/2017. The registrant(s) has (have) commenced to transact business under the fictitious business name or names listed above on N/A. NOTICE- This Fictitious Name Statement expires five years from the date it was filed in the office of the County Clerk. A new Fictitious Business Name Statement must be filed prior to that date. The filing of this statement does not of itself authorize the use in this state of a Fictitious Business Name in violation of the rights of another under Federal, State, or common law (See section 14411 et seq. Business and Professions Code) Publish: Mountain Views News Dates Pub: March 11, 18, 25, April 01, 2017 (8, 959, 224, 1086)
notice-body: The following person(s) is (are) doing business as: MOTEL 6, 11750 IMPERIAL HWY., NORWALK, CA 90650. Full name of registrant(s) is (are) SHREEJI HOSPITALITY, INC., 11750 IMPERIAL HWY., NORWALK, CA 90650. This Business is conducted by: A CORPORATION. Signed: MANISHA PATEL. This statement was filed with the County Clerk of Los Angeles County on 03/03/2017. The registrant(s) has (have) commenced to transact business under the fictitious business name or names listed above on N/A. NOTICE- This Fictitious Name Statement expires five years from the date it was filed in the office of the County Clerk. A new Fictitious Business Name Statement must be filed prior to that date. The filing of this statement does not of itself authorize the use in this state of a Fictitious Business Name in violation of the rights of another under Federal, State, or common law (See section 14411 et seq. Business and Professions Code) Publish: Mountain Views News Dates Pub: March 11, 18, 25, April 01, 2017 (235, 494, 451, 621)
notice-title: FICTITIOUS BUSINESS NAME STATEMENT (235, 170, 390, 179)
column-rule (456, 57, 457, 2545)
legal-notice (462, 1375, 678, 1485)
notice-file-number: File No. 2017-049771 (916, 1097, 981, 1107)
notice-title: FICTITIOUS BUSINESS NAME STATEMENT (916, 551, 1071, 561)
legal-notice (462, 206, 678, 358)
notice-file-number: File No. 2017-048395 (916, 410, 981, 420)
notice-file-number: File No. 2017-049629 (689, 933, 753, 943)
legal-notice (462, 820, 678, 972)
notice-body: The following person(s) is (are) doing business as: JJ LOGISTICS, 18710 S. WILMINGTON AVE. STE 111, RANCHO DOMINGUEZ, CA 90220. Full name of registrant(s) is (are) JJ INTERNATIONAL SHIPPING, INC., 18710 S. WILMINGTON AVE. #111, RANCHO DOMINGUEZ, CA 90220. This Business is conducted by: A CORPORATION. Signed: JESUS PADILLA. This statement was filed with the County Clerk of Los Angeles County on 02/28/2017. Publish: Mountain Views News Dates Pub: March 04, 11, 18, 25, 2017 (916, 1106, 1133, 1174)
notice-file-number: File No. 2017-055946 (8, 329, 72, 338)
notice-title: FICTITIOUS BUSINESS NAME STATEMENT (462, 1489, 617, 1499)
column-rule (229, 57, 230, 2545)
legal-notice (689, 785, 906, 920)
notice-title: FICTITIOUS BUSINESS NAME STATEMENT (8, 784, 163, 794)
notice-file-number: File No. 2017-048322 (1143, 782, 1208, 792)
legal-notice (235, 1092, 451, 1244)
legal-notice (8, 1092, 224, 1252)
notice-title: FICTITIOUS BUSINESS NAME STATEMENT (8, 626, 163, 636)
notice-file-number: File No. 2017-054868 (462, 371, 526, 381)
notice-body: The following person(s) is (are) doing business as: CLASSIC PROJECTS, CLASSIC PROJECTS INCORPORATED, 1626 N WILCOX AVE. STE 124, HOLLYWOOD, CA 90028. Full name of registrant(s) is (are) CLASSIC PROJECTS, 1626 N WILCOX AVE. STE 124, HOLLYWOOD, CA 90028. This Business is conducted by: A CORPORATION. Signed: RANDY SCOTT VAN AUSDALL. This statement was filed with the County Clerk of Los Angeles County on 03/01/2017. The registrant(s) has (have) commenced to transact business under the fictitious business name or names listed above on N/A. NOTICE- This Fictitious Name Statement expires five years from the date it was filed in the office of the County Clerk. A new Fictitious Business Name Statement must be filed prior to that date. Publish: Mountain Views News Dates Pub: March 04, 11, 18, 25, 2017 (916, 568, 1133, 679)
notice-file-number: File No. 2017-048899 (1143, 691, 1208, 701)
legal-notice (916, 684, 1133, 802)
notice-body: The following person(s) ADA OHANIANYAN, has/have abandoned the use of the fictitious business name: MAYA MOTORS, 357 N. ISABEL ST. #1, GLENDALE, CA 91206. The fictitious business name referred to above was filed on 08/08/2007, in the County of Los Angeles. The original file number of 20070760607. The Business was conducted by: AN INDIVIDUAL. This statement was filed with the County Clerk of Los Angeles on 03/08/2017. The business information in this statement is true and correct. (A registrant who declares as true information which he or she knows to be false, is guilty of a crime.) SIGNED: ADA OHANIANYAN/OWNER. Publish: Mountain Views News Dates Pub: March 11, 18, 25, April 01, 2017 (689, 188, 906, 282)
notice-title: FICTITIOUS BUSINESS NAME STATEMENT (462, 205, 617, 215)
notice-file-number: File No. 2017-040803 (689, 1182, 753, 1191)
legal-notice (1143, 104, 1360, 248)
legal-notice (916, 96, 1133, 239)
notice-body: The following person(s) is (are) doing business as: HOIST & CIMA PROPERTIES, 130 S. PIMBROSE AVE., ALHAMBRA, CA 91801. Full name of registrant(s) is (are) BRIAN EDWARD HOIST, 130 S. PIMBROSE AVE., ALHAMBRA, CA 91801, ABRAHAM CEJA, 1441 E. 9th ST., L.A., CA 90021. This Business is conducted by: A GENERAL PARTNERSHIP. Signed: BRIAN EDWARD HOIST. This statement was filed with the County Clerk of Los Angeles County on 03/06/2017. The registrant(s) has (have) commenced to transact business under the fictitious business name or names listed above on 03/2017. NOTICE- This Fictitious Name Statement expires five years from the date it was filed in the office of the County Clerk. A new Fictitious Business Name Statement must be filed prior to that date. The filing of this statement does not of itself authorize the use in this state of a Fictitious Business Name in violation of the rights of another under Federal, State, or common law (See section 14411 et seq. Business and Professions Code) Publish: Mountain Views News Dates Pub: March 11, 18, 25, April 01, 2017 (8, 179, 224, 315)
notice-body: The following person(s) is (are) doing business as: NOT FOR PROFIT LION OF JUDAH HOME ENERGY SOLUTIONS, HOME A LOT SALE SOBERS AMSAILOR GOLD WEIGHTS, HOME REFI AND PURCHASE, PEASANT WORKS, 2510 YORKSHIRE WAY, POMONA, CA 91767. Full name of registrant(s) is (are) PAUL JIMENEZ, 2510 YORKSHIRE WAY #1, POMONA, CA 91767. This Business is conducted by: AN INDIVIDUAL. Signed: STEVEN PAUL JIMENEZ. This statement was filed with the County Clerk of Los Angeles County on 02/27/2017. The registrant(s) has (have) commenced to transact business under the fictitious business name or names listed above on 01/1979. Publish: Mountain Views News Dates Pub: March 04, 11, 18, 25, 2017 (1143, 790, 1360, 883)
notice-body: The following person(s) is (are) doing business as: YES DENTAL, 2002 S. HOOVER ST., L.A., CA 90007. Full name of registrant(s) is (are) SHAHNARAN, DDS, INC., 2002 S. HOOVER ST., L.A., CA 90007. This Business is conducted by: A CORPORATION. Signed: ARASH SHAHNARAN. This statement was filed with the County Clerk of Los Angeles County on 03/03/2017. The registrant(s) has (have) commenced to transact business under the fictitious business name or names listed above on N/A. NOTICE- This Fictitious Name Statement expires five years from the date it was filed in the office of the County Clerk. A new Fictitious Business Name Statement must be filed prior to that date. Publish: Mountain Views News Dates Pub: March 11, 18, 25, April 01, 2017 (462, 1143, 678, 1245)
legal-notice (689, 660, 906, 778)
section-title: LEGAL NOTICES (751, 0, 1140, 42)
notice-file-number: File No. 2017-054109 (235, 329, 299, 338)
notice-file-number: File No. 2017-055643 (235, 636, 299, 645)
notice-title: FICTITIOUS BUSINESS NAME STATEMENT (235, 477, 390, 487)
notice-body: The following person(s) is (are) doing business as: PICO RIVERA TRUCK WASH SERVICE, 8 ARAGON AVE., PICO RIVERA, CA 90660. Full name of registrant(s) is (are) RUDY POLANCO, 6929 GORAIDA AVE., BELL, CA 90201. This Business is conducted by: AN INDIVIDUAL. Signed: RUDY POLANCO. This statement was filed with the County Clerk of Los Angeles County on 02/27/2017. Publish: Mountain Views News Dates Pub: March 04, 11, 18, 25, 2017 (1143, 996, 1360, 1056)
notice-body: The following person(s) is (are) doing business as: CITY CENTER DAY SPA, 1528 W OLYMPIC BLVD., L.A., CA 90015. Full name of registrant(s) is (are) GOODPO OLYMPIC BRO, L.A., CA 90015. This Business is conducted by: A LIMITED LIABILITY COMPANY. Signed: NAOWARAT NA PHATTALUNG. This statement was filed with the County Clerk of Los Angeles County on 02/27/2017. The registrant(s) has (have) commenced to transact business under the fictitious business name or names listed above on 05/2015. NOTICE- This Fictitious Name Statement expires five years from the date it was filed in the office of the County Clerk. A new Fictitious Business Name Statement must be filed prior to that date. The filing of this statement does not of itself authorize the use in this state of a Fictitious Business Name in violation of the rights of another under Federal, State, or common law (See section 14411 et seq. Business and Professions Code) Publish: Mountain Views News Dates Pub: March 04, 11, 18, 25, 2017 (916, 419, 1133, 546)
legal-notice (235, 628, 451, 771)
notice-body: The following person(s) is (are) doing business as: M POLLER PRODUCTS, 6706 FOSTER BRIDGE BLVD. STE B, BELL GARDENS, CA 90201. Full name of registrant(s) is (are) JESUS RAMIREZ MAGALLON, 6706 FOSTER BRIDGE BLVD. STE B, BELL GARDENS, CA 90201. This Business is conducted by: AN INDIVIDUAL. Signed: JESUS RAMIREZ MAGALLON. This statement was filed with the County Clerk of Los Angeles County on 02/27/2017. Publish: Mountain Views News Dates Pub: March 04, 11, 18, 25, 2017 (1143, 699, 1360, 767)
notice-file-number: File No. 2017-051858 (689, 1058, 753, 1068)
legal-notice (8, 57, 224, 157)
notice-title: FICTITIOUS BUSINESS NAME STATEMENT (689, 924, 844, 934)
notice-body: The following person(s) is (are) doing business as: MACRORED, 9440 FIRESTONE BLVD. #2, DOWNEY, CA 90241. (8, 1573, 224, 1591)
notice-body: The following person(s) is (are) doing business as: BOUTIQUE PROPERTIES, BOUTIQUE PROPERTIES REAL ESTATE, 6636 W. 124, HOLLYWOOD, CA 90028. Full name of registrant(s) is (are) BOUTIQUE PROPERTIES, LLC, 1626 N WILCOX AVE. STE 124, HOLLYWOOD, CA 90028. This Business is conducted by: A LIMITED LIABILITY COMPANY. Signed: RANDY SCOTT VAN AUSDALL. This statement was filed with the County Clerk of Los Angeles County on 03/01/2017. The registrant(s) has (have) commenced to transact business under the fictitious business name or names listed above on N/A. NOTICE- This Fictitious Name Statement expires five years from the date it was filed in the office of the County Clerk. A new Fictitious Business Name Statement must be filed prior to that date. The filing of this statement does not of itself authorize the use in this state of a Fictitious Business Name in violation of the rights of another under Federal, State, or common law (See section 14411 et seq. Business and Professions Code) Publish: Mountain Views News Dates Pub: March 04, 11, 18, 25, 2017 (916, 261, 1133, 397)
notice-file-number: File No. 2017-049441 (1143, 377, 1208, 387)
notice-file-number: File No. 2017-049664 (1143, 501, 1208, 511)
notice-file-number: File No. 2017-057035 (8, 171, 72, 180)
notice-title: FICTITIOUS BUSINESS NAME STATEMENT (1143, 591, 1298, 601)
legal-notice (1143, 370, 1360, 488)
dateline: Mountain Views-News Saturday, April 1, 2017 (6, 40, 267, 54)
footer-fax: Fax: 626.609.3285 (817, 2553, 931, 2568)
notice-body: does not of itself authorize the use in this state of a Fictitious Business Name in violation of the rights of another under Federal, State, or common law (See section 14411 et seq. Business and Professions Code)Publish: Mountain Views News Dates Pub: March 04, 11, 18, 25, 2017 (916, 56, 1133, 90)
legal-notice (235, 172, 451, 315)
notice-body: The following person(s) is (are) doing business as: NO NOTORIA, 14618 LEMOLI AVE. APT 614, GARDENA, CA 90249. Full name of registrant(s) is (are) AHMAD AVEZMOHAMMAD, 14618 LEMOLI AVE. APT 614, GARDENA, CA 90249. This Business is conducted by: A LIMITED LIABILITY COMPANY. Signed: AHMAD AVEZMOHAMMAD KOJASIAT. This statement was filed with the County Clerk of Los Angeles County on 03/01/2017. The registrant(s) has (have) commenced to transact business under the fictitious business name or names listed above on N/A. NOTICE- This Fictitious Name Statement expires five years from the date it was filed in the office of the County Clerk. Publish: Mountain Views News Dates Pub: March 11, 18, 25, April 01, 2017 (462, 1267, 678, 1369)
notice-body: The following person(s) is (are) doing business as: COMPASS MEDIA, 2355 WESTWOOD BLVD. #528, L.A., CA 90064. Full name of registrant(s) is (are) GLENN A. TRACY, 2355 WESTWOOD BLVD. #528, L.A., CA 90064, PARAG BENDRE, 2355 WESTWOOD BLVD. #528, L.A., CA 90064. This Business is conducted by: A GENERAL PARTNERSHIP. Signed: GLENN A. TRACY. This statement was filed with the County Clerk of Los Angeles County on 03/08/2017. The registrant(s) has (have) commenced to transact business under the fictitious business name or names listed above on N/A. NOTICE- This Fictitious Name Statement expires five years from the date it was filed in the office of the County Clerk. A new Fictitious Business Name Statement must be filed prior to that date. The filing of this statement does not of itself authorize the use in this state of a Fictitious Business Name in violation of the rights of another under Federal, State, or common law (See section 14411 et seq. Business and Professions Code) Publish: Mountain Views News Dates Pub: March 11, 18, 25, April 01, 2017 (8, 801, 224, 937)
legal-notice (235, 479, 451, 622)
legal-notice (235, 1399, 451, 1509)
column-1 (8, 57, 224, 2545)
notice-body: The following person(s) is (are) doing business as: FIRE GRILL, 3 MAJORS RD, BELLFLOWER, CA 90707. Full name of registrant(s) is (are) MELVIN STEVEN MOORE, 3124 LAKEWOOD #2, CHICAGO, IL 60657. This Business is conducted by: A LIMITED LIABILITY COMPANY. Signed: MELVIN STEVEN MOORE. This statement was filed with the County Clerk of Los Angeles County on 02/28/2017. Publish: Mountain Views News Dates Pub: March 04, 11, 18, 25, 2017 (916, 1023, 1133, 1083)
legal-notice (235, 1250, 451, 1393)
notice-body: The following person(s) is (are) doing business as: PROUD MOM, 2851 W 120th ST. 117, HAWTHORNE, CA 90250. Full name of registrant(s) is (are) LAKENDRA CHERI PITCHFORD, 2851 W 120th ST. 117, HAWTHORNE, CA 90250. This Business is conducted by: AN INDIVIDUAL. Signed: LAKENDRA CHERI PITCHFORD. This statement was filed with the County Clerk of Los Angeles County on 03/08/2017. The registrant(s) has (have) commenced to transact business under the fictitious business name or names listed above on N/A. NOTICE- This Fictitious Name Statement expires five years from the date it was filed in the office of the County Clerk. Publish: Mountain Views News Dates Pub: March 11, 18, 25, April 01, 2017 (235, 1416, 451, 1508)
notice-file-number: File No. 2017-051267 (689, 1280, 753, 1290)
column-5 (916, 57, 1133, 2545)
notice-title: FICTITIOUS BUSINESS NAME STATEMENT (1143, 772, 1298, 782)
notice-body: The following person(s) is (are) doing business as: MEMORIES KEEPING, 10417 W 42nd PL., L.A., CA 90062. Full name of registrant(s) is (are) JOSMARY LORENA FLORES ROMERO, 1047 W. 42nd PL., L.A., CA 90062. This Business is conducted by: AN INDIVIDUAL. Signed: JOSMARY LORENA FLORES ROMERO. This statement was filed with the County Clerk of Los Angeles County on 02/28/2017. The registrant(s) has (have) commenced to transact business under the fictitious business name or names listed above on N/A. Publish: Mountain Views News Dates Pub: March 04, 11, 18, 25, 2017 (1143, 510, 1360, 587)
notice-title: FICTITIOUS BUSINESS NAME STATEMENT (462, 818, 617, 828)
legal-notice (689, 57, 906, 167)
notice-title: FICTITIOUS BUSINESS NAME STATEMENT (916, 402, 1071, 411)
notice-file-number: File No. 2017-056030 (462, 214, 526, 223)
notice-body: The following person(s) is (are) doing business as: OCTAVIO'S BODY WELDING OCTAVIO IRON WORKS, 465 E PINE ST., COMPTON, CA 90222. Full name of registrant(s) is (are) OCTAVIO MATA VALDEZ, 155555 MAIN ST. STE D9 176, HESPERIA, CA 92345, RUBY OSUNA VALDEZ, 155555 MAIN ST. STE D9 176, HESPERIA, CA 92345. This Business is conducted by: A GENERAL PARTNERSHIP. Signed: MARCO ANTONIO RAMOS. This statement was filed with the County Clerk of Los Angeles County on 03/02/2017. The registrant(s) has (have) commenced to transact business under the fictitious business name or names listed above on 02/2001. NOTICE- This Fictitious Name Statement expires five years from the date it was filed in the office of the County Clerk. A new Fictitious Business Name Statement must be filed prior to that date. The filing of this statement does not of itself authorize the use in this state of a Fictitious Business Name in violation of the rights of another under Federal, State, or common law (See section 14411 et seq. Business and Professions Code) Publish: Mountain Views News Dates Pub: March 11, 18, 25, April 01, 2017 (235, 942, 451, 1086)
notice-file-number: File No. 2017-056455 (8, 636, 72, 645)
notice-file-number: File No. 2017-049898 (1143, 261, 1208, 271)
notice-title: FICTITIOUS BUSINESS NAME STATEMENT (462, 56, 617, 64)
notice-body: The following person(s) is (are) doing business as: ZAYAS BUILDERS, 2076 LYNWOOD DR. #603, HARLOW, CA 90262. Full name of registrant(s) is (are) LAURIANO RIOS CORTAZAR, 2076 LYNWOOD DR. #603, HARLOW, CA 90262. This Business is conducted by: AN INDIVIDUAL. Signed: LAURIANO RIOS CORTAZAR. This statement was filed with the County Clerk of Los Angeles County on 03/08/2017. The registrant(s) has (have) commenced to transact business under the fictitious business name or names listed above on N/A. NOTICE- This Fictitious Name Statement expires five years from the date it was filed in the office of the County Clerk. A new Fictitious Business Name Statement must be filed prior to that date. The filing of this statement does not of itself authorize the use in this state of a Fictitious Business Name in violation of the rights of another under Federal, State, or common law (See section 14411 et seq. Business and Professions Code) Publish: Mountain Views News Dates Pub: March 11, 18, 25, April 01, 2017 (462, 994, 678, 1120)
notice-body: The following person(s) is (are) doing business as: MENDOZA TRUCK REPAIR, 2424 COUTS ST., COMMERCE, CA 90040. Full name of registrant(s) is (are) JAIME MENDOZA RODRIGUEZ, 2424 COUTS ST., COMMERCE, CA 90040. This Business is conducted by: AN INDIVIDUAL. Signed: JAIME MENDOZA RODRIGUEZ. This statement was filed with the County Clerk of Los Angeles County on 02/28/2017. Publish: Mountain Views News Dates Pub: March 04, 11, 18, 25, 2017 (1143, 608, 1360, 677)
legal-notice (235, 777, 451, 920)
notice-title: FICTITIOUS BUSINESS NAME STATEMENT (8, 468, 163, 478)
notice-body: The following person(s) is (are) doing business as: DARE NOVA TATTOO STUDIO, 9105 MOHELL AVE. SANTA FE SPRINGS, CA 90670. Full name of registrant(s) is (are) SANDRA CARLOS, 9105 MOHELL AVE., SANTA FE SPRINGS, CA 90670. This Business is conducted by: AN INDIVIDUAL. Signed: SANDRA CARLOS. This statement was filed with the County Clerk of Los Angeles County on 03/01/2017. The registrant(s) has (have) commenced to transact business under the fictitious business name or names listed above on N/A. Publish: Mountain Views News Dates Pub: March 04, 11, 18, 25, 2017 (916, 924, 1133, 1000)
notice-body: The following person(s) is (are) doing business as: COLLEGE SASE CUSTOM THREADS, 1005 AVENIDA ENTRADA, SAN DIMAS, CA 91773. Full name of registrant(s) is (are) OLIVER RONACIO, 1005 AVENIDA ENTRADA, SAN DIMAS, CA 91773. This Business is conducted by: AN INDIVIDUAL. Signed: OLIVER RONACIO. This statement was filed with the County Clerk of Los Angeles County on 03/01/2017. The registrant(s) has (have) commenced to transact business under the fictitious business name or names listed above on N/A. NOTICE- This Fictitious Name Statement expires five years from the date it was filed in the office of the County Clerk. A new Fictitious Business Name Statement must be filed prior to that date. Publish: Mountain Views News Dates Pub: March 04, 11, 18, 25, 2017 (916, 701, 1133, 802)
notice-body: The following person(s) is (are) doing business as: AFFORDABLE ENERGY, AFFORDABLE SOLAR, AFFORDABLE SOLAR & POWER, SOAP: POWER ELECTRIC, 12808 CENTRALIA RD. CORP., HAWAIIAN GARDENS, CA 90716. Full name of registrant(s) is (are) AFFORDABLE SOLAR & POWER, INC., 12808 CENTRALIA RD., HAWAIIAN GARDENS, CA 90716. This Business is conducted by: A CORPORATION. Signed: FERNANDO ALVARADO. This statement was filed with the County Clerk of Los Angeles County on 03/01/2017. The registrant(s) has (have) commenced to transact business under the fictitious business name or names listed above on 11/2016. NOTICE- This Fictitious Name Statement expires five years from the date it was filed in the office of the County Clerk. A new Fictitious Business Name Statement must be filed prior to that date. Publish: Mountain Views News Dates Pub: March 11, 18, 25, April 01, 2017 (689, 800, 906, 919)
notice-body: The following person(s) is (are) doing business as: LINH NGUYEN, 13599 WASHINGTON BLVD., WHITTIER, CA 90606. Full name of registrant(s) is (are) BE LIEN, 13599 WASHINGTON BLVD., WHITTIER, CA 90606. This Business is conducted by: AN INDIVIDUAL. Signed: LINH NGUYEN. This statement was filed with the County Clerk of Los Angeles County on 02/17/2017. The registrant(s) has (have) commenced to transact business under the fictitious business name or names listed above on N/A. Publish: Mountain Views News Dates Pub: March 04, 11, 18, 25, 2017 (689, 1190, 906, 1267)
notice-file-number: File No. 2017-054903 (8, 1565, 72, 1575)
notice-file-number: File No. 2017-049612 (916, 1188, 981, 1197)
column-rule (683, 57, 684, 2545)
notice-title: FICTITIOUS BUSINESS NAME STATEMENT (8, 319, 163, 329)
notice-file-number: File No. 2017-057557 (8, 478, 72, 488)
legal-notice (689, 173, 906, 283)
column-3 (462, 57, 678, 2545)
notice-file-number: File No. 2017-053396 (462, 1259, 526, 1268)
notice-file-number: File No. 2017-051935 (916, 254, 981, 263)
notice-body: The following person(s) is (are) doing business as: NEIGHBORHOOD MARKET, 600 JOHNSON RD., BELL GARDENS, CA 90201. Full name of registrant(s) is (are) ESTELLA LUGO, 600 JOHNSON RD., BELL GARDENS, CA 90201. This Business is conducted by: A CORPORATION. Signed: ESTELLA LUGO. This statement was filed with the County Clerk of Los Angeles County on 02/28/2017. Publish: Mountain Views News Dates Pub: March 04, 11, 18, 25, 2017 (916, 1196, 1133, 1256)
notice-title: FICTITIOUS BUSINESS NAME STATEMENT (689, 1172, 844, 1182)
notice-file-number: File No. 2017-059265 (462, 1499, 526, 1508)
notice-body: The following person(s) CLAUDIA V. VALERA, 643 S. PASADENA AVE. #1, GLENDORA, CA 91740, has/have abandoned the use of the fictitious business name: VEE SOLUTIONS, 643 S. PASADENA AVE. #18, GLENDORA, CA 91740. The fictitious business name referred to above was filed on 03/18/2015, in the County of Los Angeles. The original file number of 2015201508. The Business was conducted by: AN INDIVIDUAL. This statement was filed with the County Clerk of Los Angeles on 03/06/2017. The business information in this statement is true and correct. (A registrant who declares as true information which he or she knows to be false, is guilty of a crime.) SIGNED: CLAUDIA V. VALERA/OWNER. Publish: Mountain Views News Dates Pub: March 11, 18, 25, April 01, 2017 (689, 428, 906, 530)
notice-title: FICTITIOUS BUSINESS NAME STATEMENT (1143, 682, 1298, 691)
notice-file-number: File No. 2017-054412 (462, 521, 526, 530)
legal-notice (689, 1174, 906, 1268)
legal-notice (8, 470, 224, 622)
notice-title: FICTITIOUS BUSINESS NAME STATEMENT (462, 362, 617, 371)
notice-title: FICTITIOUS BUSINESS NAME STATEMENT (462, 1374, 617, 1384)
legal-notice (462, 57, 678, 200)
notice-body: is conducted by: AN INDIVIDUAL. Signed: KENNY AMAR WEXLER This statement was filed with the County Clerk of Los Angeles County on 03/06/2017. The registrant(s) has (have) commenced to transact business under the fictitious business name or names listed above on N/A. NOTICE- This Fictitious Name Statement expires five years from the date it was filed in the office of the County Clerk. A new Fictitious Business Name Statement must be filed prior to that date. The filing of this statement does not of itself authorize the use in this state of a Fictitious Business Name in violation of the rights of another under Federal, State, or common law (See section 14411 et seq. Business and Professions Code) Publish: Mountain Views News Dates Pub: March 11, 18, 25, April 01, 2017 (8, 56, 224, 157)
legal-notice (1143, 1063, 1360, 1072)
legal-notice (916, 808, 1133, 902)
notice-title: FICTITIOUS BUSINESS NAME STATEMENT (1143, 492, 1298, 502)
